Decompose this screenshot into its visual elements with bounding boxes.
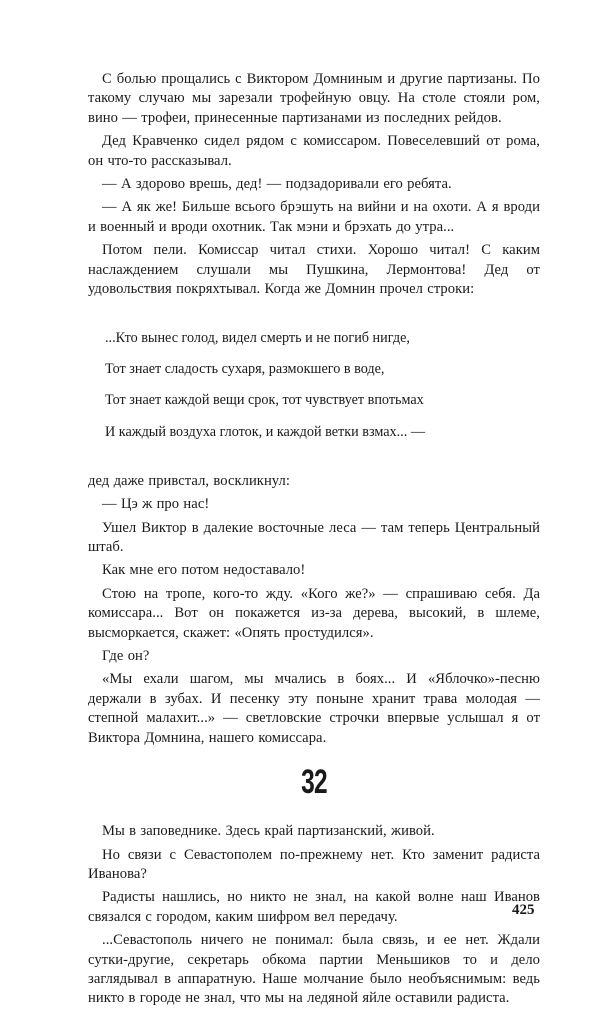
paragraph: Где он? [102, 648, 150, 665]
poem-line: ...Кто вынес голод, видел смерть и не погиб нигде, [105, 330, 410, 347]
paragraph: Но связи с Севастополем по-прежнему нет. Кто заменит радиста Иванова? [88, 846, 540, 882]
paragraph: Стою на тропе, кого-то жду. «Кого же?» — спрашиваю себя. Да комиссара... Вот он покажется из-за дерева, высокий, в шлеме, высморкается, скажет: «Опять простудился». [88, 585, 540, 641]
paragraph: — Цэ ж про нас! [102, 496, 210, 513]
paragraph: — А як же! Бильше всього брэшуть на вийни и на охоти. А я вроди и военный и вроди охотник. Так мэни и брэхать до утра... [88, 199, 540, 235]
poem-line: Тот знает каждой вещи срок, тот чувствует впотьмах [105, 392, 424, 409]
page-content [88, 70, 540, 1009]
paragraph: С болью прощались с Виктором Домниным и другие партизаны. По такому случаю мы зарезали трофейную овцу. На столе стояли ром, вино — трофеи, принесенные партизанами из последних рейдов. [88, 71, 540, 126]
paragraph: ...Севастополь ничего не понимал: была связь, и ее нет. Ждали сутки-другие, секретарь обкома партии Меньшиков то и дело заглядывал в аппаратную. Наше молчание было необъяснимым: ведь никто в городе не знал, что мы на ледяной яйле оставили радиста. [88, 932, 540, 1007]
poem-line: И каждый воздуха глоток, и каждой ветки взмах... — [105, 423, 426, 440]
paragraph: дед даже привстал, воскликнул: [88, 472, 290, 489]
paragraph: Дед Кравченко сидел рядом с комиссаром. Повеселевший от рома, он что-то рассказывал. [88, 133, 540, 169]
paragraph: Ушел Виктор в далекие восточные леса — там теперь Центральный штаб. [88, 519, 540, 556]
paragraph: Мы в заповеднике. Здесь край партизанский, живой. [102, 823, 435, 840]
poem-line: Тот знает сладость сухаря, размокшего в воде, [105, 361, 385, 378]
paragraph: Потом пели. Комиссар читал стихи. Хорошо читал! С каким наслаждением слушали мы Пушкина, Лермонтова! Дед от удовольствия покряхтывал. Когда же Домнин прочел строки: [88, 242, 540, 298]
paragraph: Как мне его потом недоставало! [102, 562, 306, 579]
paragraph: «Мы ехали шагом, мы мчались в боях... И «Яблочко»-песню держали в зубах. И песенку эту поныне хранит трава молодая — степной малахит...» — светловские строчки впервые услышал я от Виктора Домнина, нашего комиссара. [88, 671, 540, 746]
paragraph: Радисты нашлись, но никто не знал, на какой волне наш Иванов связался с городом, каким шифром вел передачу. [88, 889, 540, 925]
paragraph: — А здорово врешь, дед! — подзадоривали его ребята. [102, 176, 452, 193]
page-number: 425 [512, 902, 535, 918]
poem-quote [105, 315, 540, 455]
chapter-number: 32 [301, 763, 327, 802]
